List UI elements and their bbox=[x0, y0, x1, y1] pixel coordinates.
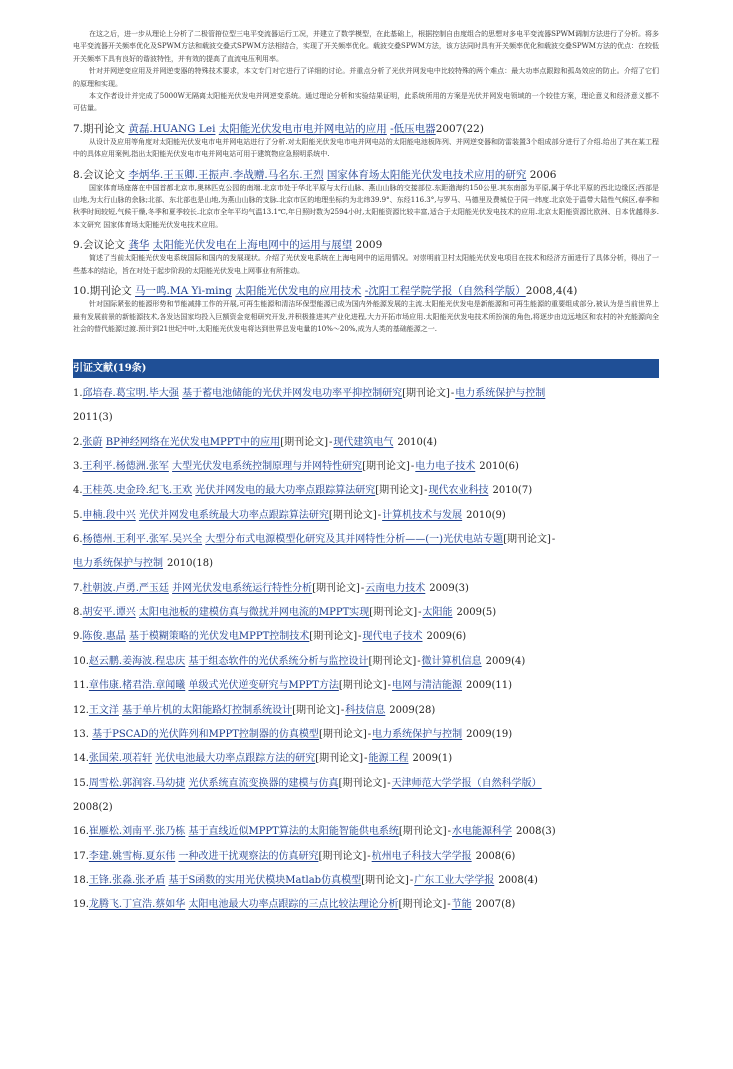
citation-type: [期刊论文] bbox=[362, 461, 410, 473]
citation-title-link[interactable]: 基于S函数的实用光伏模块Matlab仿真模型 bbox=[168, 874, 362, 886]
ref-type: 会议论文 bbox=[83, 168, 129, 181]
citation-dash: - bbox=[418, 607, 422, 619]
citation-dash: - bbox=[387, 777, 391, 789]
ref-title-link[interactable]: 太阳能光伏发电的应用技术 bbox=[235, 285, 362, 298]
ref-number: 9. bbox=[73, 239, 84, 252]
intro-paragraph: 在这之后，进一步从理论上分析了二极管箝位型三电平变流器运行工况，并建立了数学模型，在此基础上，根据控制自由度组合的思想对多电平变流器SPWM调制方法进行了分析。将多电平变流器开关频率优化及SPWM方法和载波交叠式SPWM方法相结合，实现了开关频率优化。载波交叠SPWM方法，该方法同时具有开关频率优化和载波交叠SPWM方法的优点：在较低开关频率下具有良好的谐波特性，并有效的提高了直流电压利用率。 bbox=[73, 30, 659, 63]
citation-dash: - bbox=[410, 461, 415, 473]
citation-type: [期刊论文] bbox=[315, 753, 364, 765]
citation-type: [期刊论文] bbox=[338, 680, 387, 692]
ref-authors-link[interactable]: 马一鸣.MA Yi-ming bbox=[135, 285, 233, 298]
citation-source-link[interactable]: 能源工程 bbox=[368, 753, 409, 765]
related-ref-item bbox=[73, 238, 659, 277]
citation-number: 2. bbox=[73, 436, 83, 448]
citation-source-link[interactable]: 微计算机信息 bbox=[421, 655, 482, 667]
citation-title-link[interactable]: 太阳电池最大功率点跟踪的三点比较法理论分析 bbox=[188, 899, 399, 911]
citation-dash: - bbox=[329, 436, 333, 448]
citation-title-link[interactable]: 一种改进干扰观察法的仿真研究 bbox=[178, 850, 319, 862]
citation-type: [期刊论文] bbox=[361, 874, 409, 886]
citation-source-link[interactable]: 太阳能 bbox=[422, 607, 453, 619]
ref-abstract: 针对国际紧张的能源形势和节能减排工作的开展,可再生能源和清洁环保型能源已成为国内外能源发展的主流.太阳能光伏发电是新能源和可再生能源的重要组成部分,被认为是当前世界上最有发展前景的新能源技术,各发达国家均投入巨额资金竞相研究开发,并积极推进其产业化进程,大力开拓市场应用.太阳能光伏发电技术所扮演的角色,将逐步由边远地区和农村的补充能源向全社会的替代能源过渡.预计到21世纪中叶,太阳能光伏发电将达到世界总发电量的10%～20%,成为人类的基础能源之一. bbox=[73, 300, 659, 333]
ref-source-link[interactable]: -低压电器 bbox=[390, 122, 436, 135]
ref-authors-link[interactable]: 龚华 bbox=[128, 239, 150, 252]
citation-year: 2010(18) bbox=[167, 558, 213, 570]
citation-year: 2007(8) bbox=[475, 899, 516, 911]
citation-number: 19. bbox=[73, 899, 89, 911]
citation-title-link[interactable]: 大型分布式电源模型化研究及其并网特性分析——(一)光伏电站专题 bbox=[205, 534, 504, 546]
citation-item bbox=[73, 582, 659, 596]
citation-authors-link[interactable]: 邱培春.葛宝明.毕大强 bbox=[82, 388, 179, 400]
ref-title-link[interactable]: 太阳能光伏发电在上海电网中的运用与展望 bbox=[152, 239, 353, 252]
citation-authors-link[interactable]: 张国荣.项若轩 bbox=[88, 753, 153, 765]
related-ref-heading bbox=[73, 168, 659, 182]
citation-type: [期刊论文] bbox=[312, 582, 360, 594]
ref-abstract: 国家体育场座落在中国首都北京市,奥林匹克公园的南端.北京市处于华北平原与太行山脉、燕山山脉的交接部位.东距渤海约150公里.其东南部为平原,属于华北平原的西北边缘区;西部是山地,为太行山脉的余脉;北部、东北部也是山地,为燕山山脉的支脉.北京市区的地理坐标约为北纬39.9°、东经116.3°,与罗马、马德里及费城位于同一纬度.北京处于温带大陆性气候区,春季和秋季时间较短,气候干燥,冬季和夏季较长.北京市全年平均气温13.1℃,年日照时数为2594小时,太阳能资源比较丰富,适合于太阳能光伏发电技术的应用.北京太阳能资源比欧洲、日本优越得多.本文研究 国家体育场太阳能光伏发电技术应用。 bbox=[73, 183, 659, 229]
citation-year: 2009(1) bbox=[412, 753, 453, 765]
citation-type: [期刊论文] bbox=[503, 534, 551, 546]
ref-title-link[interactable]: 太阳能光伏发电市电并网电站的应用 bbox=[218, 122, 387, 135]
citation-type: [期刊论文] bbox=[318, 850, 367, 862]
citation-year: 2009(6) bbox=[426, 631, 467, 643]
citation-source-link[interactable]: 电力系统保护与控制 bbox=[372, 729, 463, 740]
citation-authors-link[interactable]: 赵云鹏.姜海波.程忠庆 bbox=[88, 655, 186, 667]
citation-authors-link[interactable]: 李建.姚雪梅.夏东伟 bbox=[88, 850, 176, 862]
citation-authors-link[interactable]: 王文洋 bbox=[88, 704, 119, 716]
ref-number: 7. bbox=[73, 122, 84, 135]
citation-authors-link[interactable]: 王桂英.史金玲.纪飞.王欢 bbox=[82, 485, 193, 497]
citation-item bbox=[73, 387, 659, 425]
citation-title-link[interactable]: 光伏并网发电的最大功率点跟踪算法研究 bbox=[195, 485, 376, 497]
related-ref-heading bbox=[73, 238, 659, 252]
citation-title-link[interactable]: 基于单片机的太阳能路灯控制系统设计 bbox=[122, 704, 293, 716]
citation-number: 1. bbox=[73, 388, 83, 400]
citation-item bbox=[73, 436, 659, 450]
ref-title-link[interactable]: 国家体育场太阳能光伏发电技术应用的研究 bbox=[326, 168, 527, 181]
citation-year: 2010(6) bbox=[479, 461, 519, 473]
citation-title-link[interactable]: 光伏电池最大功率点跟踪方法的研究 bbox=[155, 753, 316, 765]
citation-dash: - bbox=[417, 655, 421, 667]
citation-source-link[interactable]: 现代电子技术 bbox=[362, 631, 423, 643]
citation-source-link[interactable]: 电力系统保护与控制 bbox=[455, 388, 546, 400]
citation-type: [期刊论文] bbox=[318, 729, 367, 740]
citation-type: [期刊论文] bbox=[328, 509, 377, 521]
citation-authors-link[interactable]: 杨德州.王利平.张军.吴兴全 bbox=[82, 534, 203, 546]
citation-year: 2009(11) bbox=[466, 680, 513, 692]
citation-item bbox=[73, 655, 659, 669]
citation-authors-link[interactable]: 崔雁松.刘南平.张乃栋 bbox=[88, 826, 186, 838]
citation-dash: - bbox=[447, 899, 451, 911]
citation-dash: - bbox=[377, 509, 382, 521]
related-ref-item bbox=[73, 284, 659, 335]
citation-source-link[interactable]: 现代农业科技 bbox=[428, 485, 489, 497]
citation-source-link[interactable]: 科技信息 bbox=[345, 704, 386, 716]
citation-authors-link[interactable]: 王利平.杨德洲.张军 bbox=[82, 461, 169, 473]
citation-title-link[interactable]: 基于模糊策略的光伏发电MPPT控制技术 bbox=[128, 631, 310, 643]
citation-item bbox=[73, 704, 659, 718]
citation-number: 11. bbox=[73, 680, 89, 692]
citation-item bbox=[73, 874, 659, 888]
citation-item bbox=[73, 630, 659, 644]
related-references bbox=[73, 122, 659, 335]
related-ref-heading bbox=[73, 122, 659, 136]
citation-authors-link[interactable]: 杜朝波.卢勇.严玉廷 bbox=[82, 582, 169, 594]
citation-title-link[interactable]: 光伏系统直流变换器的建模与仿真 bbox=[188, 777, 339, 789]
citation-title-link[interactable]: 基于组态软件的光伏系统分析与监控设计 bbox=[188, 655, 369, 667]
citation-type: [期刊论文] bbox=[398, 899, 447, 911]
citation-authors-link[interactable]: 龙腾飞.丁宣浩.蔡如华 bbox=[88, 899, 186, 911]
citation-number: 5. bbox=[73, 509, 83, 521]
citation-dash: - bbox=[551, 534, 556, 546]
citation-year: 2008(4) bbox=[498, 874, 538, 886]
citation-number: 7. bbox=[73, 582, 83, 594]
citation-number: 6. bbox=[73, 534, 83, 546]
citation-number: 18. bbox=[73, 874, 89, 886]
ref-abstract: 简述了当前太阳能光伏发电系统国际和国内的发展现状。介绍了光伏发电系统在上海电网中的运用情况。对崇明前卫村太阳能光伏发电项目在技术和经济方面进行了具体分析，得出了一些基本的结论，旨在对处于起步阶段的太阳能光伏发电上网事业有所推动。 bbox=[73, 254, 659, 275]
related-ref-item bbox=[73, 168, 659, 232]
citation-source-link[interactable]: 杭州电子科技大学学报 bbox=[371, 850, 472, 862]
citations-header: 引证文献(19条) bbox=[73, 359, 659, 378]
citation-dash: - bbox=[367, 850, 371, 862]
citation-source-link[interactable]: 天津师范大学学报（自然科学版） bbox=[391, 777, 542, 789]
citation-item bbox=[73, 460, 659, 474]
citation-number: 12. bbox=[73, 704, 89, 716]
citation-title-link[interactable]: 大型光伏发电系统控制原理与并网特性研究 bbox=[172, 461, 363, 473]
ref-year: 2007(22) bbox=[435, 122, 484, 135]
citation-item bbox=[73, 898, 659, 912]
citation-dash: - bbox=[447, 826, 452, 838]
citation-authors-link[interactable]: 张蔚 bbox=[82, 436, 103, 448]
ref-authors-link[interactable]: 黄磊.HUANG Lei bbox=[128, 122, 216, 135]
ref-type: 期刊论文 bbox=[89, 285, 136, 298]
citation-item bbox=[73, 777, 659, 815]
citation-number: 9. bbox=[73, 631, 83, 643]
ref-number: 8. bbox=[73, 168, 84, 181]
citation-dash: - bbox=[367, 729, 372, 740]
citation-dash: - bbox=[450, 388, 455, 400]
ref-year: 2006 bbox=[526, 168, 557, 181]
citation-title-link[interactable]: 基于直线近似MPPT算法的太阳能智能供电系统 bbox=[188, 826, 399, 838]
citation-source-link[interactable]: 广东工业大学学报 bbox=[414, 874, 495, 886]
citation-title-link[interactable]: 基于PSCAD的光伏阵列和MPPT控制器的仿真模型 bbox=[92, 729, 319, 740]
citation-number: 10. bbox=[73, 655, 89, 667]
citation-dash: - bbox=[358, 631, 362, 643]
citation-title-link[interactable]: BP神经网络在光伏发电MPPT中的应用 bbox=[105, 436, 281, 448]
citation-year: 2011(3) bbox=[73, 412, 113, 424]
citation-item bbox=[73, 509, 659, 523]
citation-authors-link[interactable]: 申楠.段中兴 bbox=[82, 509, 136, 521]
page-content bbox=[73, 0, 659, 923]
citation-source-link[interactable]: 计算机技术与发展 bbox=[382, 509, 463, 521]
citation-item bbox=[73, 752, 659, 766]
citation-source-link[interactable]: 电网与清洁能源 bbox=[392, 680, 463, 692]
ref-abstract: 从设计及应用等角度对太阳能光伏发电市电并网电站进行了分析.对太阳能光伏发电市电并网电站的太阳能电池板阵列、并网逆变器和防雷装置3个组成部分进行了介绍.给出了其在某工程中的具体应用案例,指出太阳能光伏发电市电并网电站可用于建筑物应急照明系统中. bbox=[73, 137, 659, 159]
citation-dash: - bbox=[364, 753, 368, 765]
citation-year: 2010(9) bbox=[466, 509, 506, 521]
ref-source-link[interactable]: -沈阳工程学院学报（自然科学版） bbox=[364, 285, 526, 298]
citation-year: 2009(4) bbox=[485, 655, 526, 667]
citation-number: 8. bbox=[73, 607, 83, 619]
citation-number: 4. bbox=[73, 485, 83, 497]
citation-number: 14. bbox=[73, 753, 89, 765]
citation-dash: - bbox=[387, 680, 392, 692]
citation-year: 2009(28) bbox=[389, 704, 436, 716]
citation-number: 13. bbox=[73, 729, 89, 740]
citation-item bbox=[73, 606, 659, 620]
citation-dash: - bbox=[409, 874, 414, 886]
citation-type: [期刊论文] bbox=[375, 485, 424, 497]
citation-title-link[interactable]: 基于蓄电池储能的光伏并网发电功率平抑控制研究 bbox=[182, 388, 403, 400]
citation-source-line bbox=[73, 557, 659, 571]
citations-list bbox=[73, 387, 659, 912]
intro-paragraph: 本文作者设计并完成了5000W无隔离太阳能光伏发电并网逆变系统。通过理论分析和实验结果证明，此系统所用的方案是光伏并网发电领域的一个较佳方案，理论意义和经济意义都不可估量。 bbox=[73, 92, 659, 113]
citation-title-link[interactable]: 单级式光伏逆变研究与MPPT方法 bbox=[188, 680, 339, 692]
ref-year: 2008,4(4) bbox=[525, 285, 578, 298]
citation-dash: - bbox=[424, 485, 428, 497]
citation-dash: - bbox=[340, 704, 345, 716]
citation-number: 3. bbox=[73, 461, 83, 473]
citation-year: 2010(4) bbox=[397, 436, 438, 448]
citation-year: 2009(19) bbox=[466, 729, 513, 740]
citation-type: [期刊论文] bbox=[368, 655, 417, 667]
citation-source-link[interactable]: 节能 bbox=[451, 899, 472, 911]
citation-type: [期刊论文] bbox=[292, 704, 340, 716]
related-ref-heading bbox=[73, 284, 659, 298]
citation-item bbox=[73, 825, 659, 839]
citation-authors-link[interactable]: 胡安平.谭兴 bbox=[82, 607, 136, 619]
ref-number: 10. bbox=[73, 285, 90, 298]
citation-source-link[interactable]: 云南电力技术 bbox=[365, 582, 426, 594]
citation-type: [期刊论文] bbox=[402, 388, 450, 400]
citation-authors-link[interactable]: 周雪松.郭润容.马幼捷 bbox=[88, 777, 186, 789]
abstract-continuation bbox=[73, 28, 659, 115]
ref-type: 会议论文 bbox=[83, 239, 129, 252]
citation-item bbox=[73, 533, 659, 571]
citation-number: 16. bbox=[73, 826, 89, 838]
citation-title-link[interactable]: 太阳电池板的建模仿真与微扰并网电流的MPPT实现 bbox=[138, 607, 370, 619]
citation-item bbox=[73, 679, 659, 693]
ref-authors-link[interactable]: 李炳华.王玉卿.王振声.李战赠.马名东.王烈 bbox=[128, 168, 324, 181]
citation-year: 2010(7) bbox=[492, 485, 533, 497]
ref-type: 期刊论文 bbox=[83, 122, 129, 135]
citation-number: 15. bbox=[73, 777, 89, 789]
citation-type: [期刊论文] bbox=[338, 777, 387, 789]
citation-year: 2008(3) bbox=[516, 826, 556, 838]
citation-number: 17. bbox=[73, 850, 89, 862]
citation-authors-link[interactable]: 王锋.张淼.张矛盾 bbox=[88, 874, 166, 886]
citation-source-link[interactable]: 水电能源科学 bbox=[452, 826, 513, 838]
citation-authors-link[interactable]: 章伟康.楮君浩.章闻曦 bbox=[88, 680, 186, 692]
citation-year: 2009(5) bbox=[456, 607, 497, 619]
citation-item bbox=[73, 484, 659, 498]
citation-title-link[interactable]: 光伏并网发电系统最大功率点跟踪算法研究 bbox=[138, 509, 329, 521]
ref-year: 2009 bbox=[352, 239, 383, 252]
citation-source-link[interactable]: 电力系统保护与控制 bbox=[73, 558, 163, 570]
citation-item bbox=[73, 728, 659, 742]
citation-year: 2008(6) bbox=[475, 850, 516, 862]
citation-type: [期刊论文] bbox=[398, 826, 447, 838]
citation-type: [期刊论文] bbox=[280, 436, 328, 448]
citation-dash: - bbox=[360, 582, 365, 594]
citation-type: [期刊论文] bbox=[309, 631, 358, 643]
citation-source-link[interactable]: 电力电子技术 bbox=[415, 461, 476, 473]
citation-item bbox=[73, 850, 659, 864]
intro-paragraph: 针对并网逆变应用及并网逆变器的特殊技术要求，本文专门对它进行了详细的讨论。并重点分析了光伏并网发电中比较特殊的两个难点：最大功率点跟踪和孤岛效应的防止。介绍了它们的原理和实现。 bbox=[73, 67, 659, 88]
citation-title-link[interactable]: 并网光伏发电系统运行特性分析 bbox=[172, 582, 313, 594]
related-ref-item bbox=[73, 122, 659, 161]
citation-authors-link[interactable]: 陈俊.惠晶 bbox=[82, 631, 126, 643]
citation-year: 2008(2) bbox=[73, 801, 113, 813]
citation-source-link[interactable]: 现代建筑电气 bbox=[333, 436, 394, 448]
citation-type: [期刊论文] bbox=[369, 607, 418, 619]
citation-year: 2009(3) bbox=[429, 582, 469, 594]
